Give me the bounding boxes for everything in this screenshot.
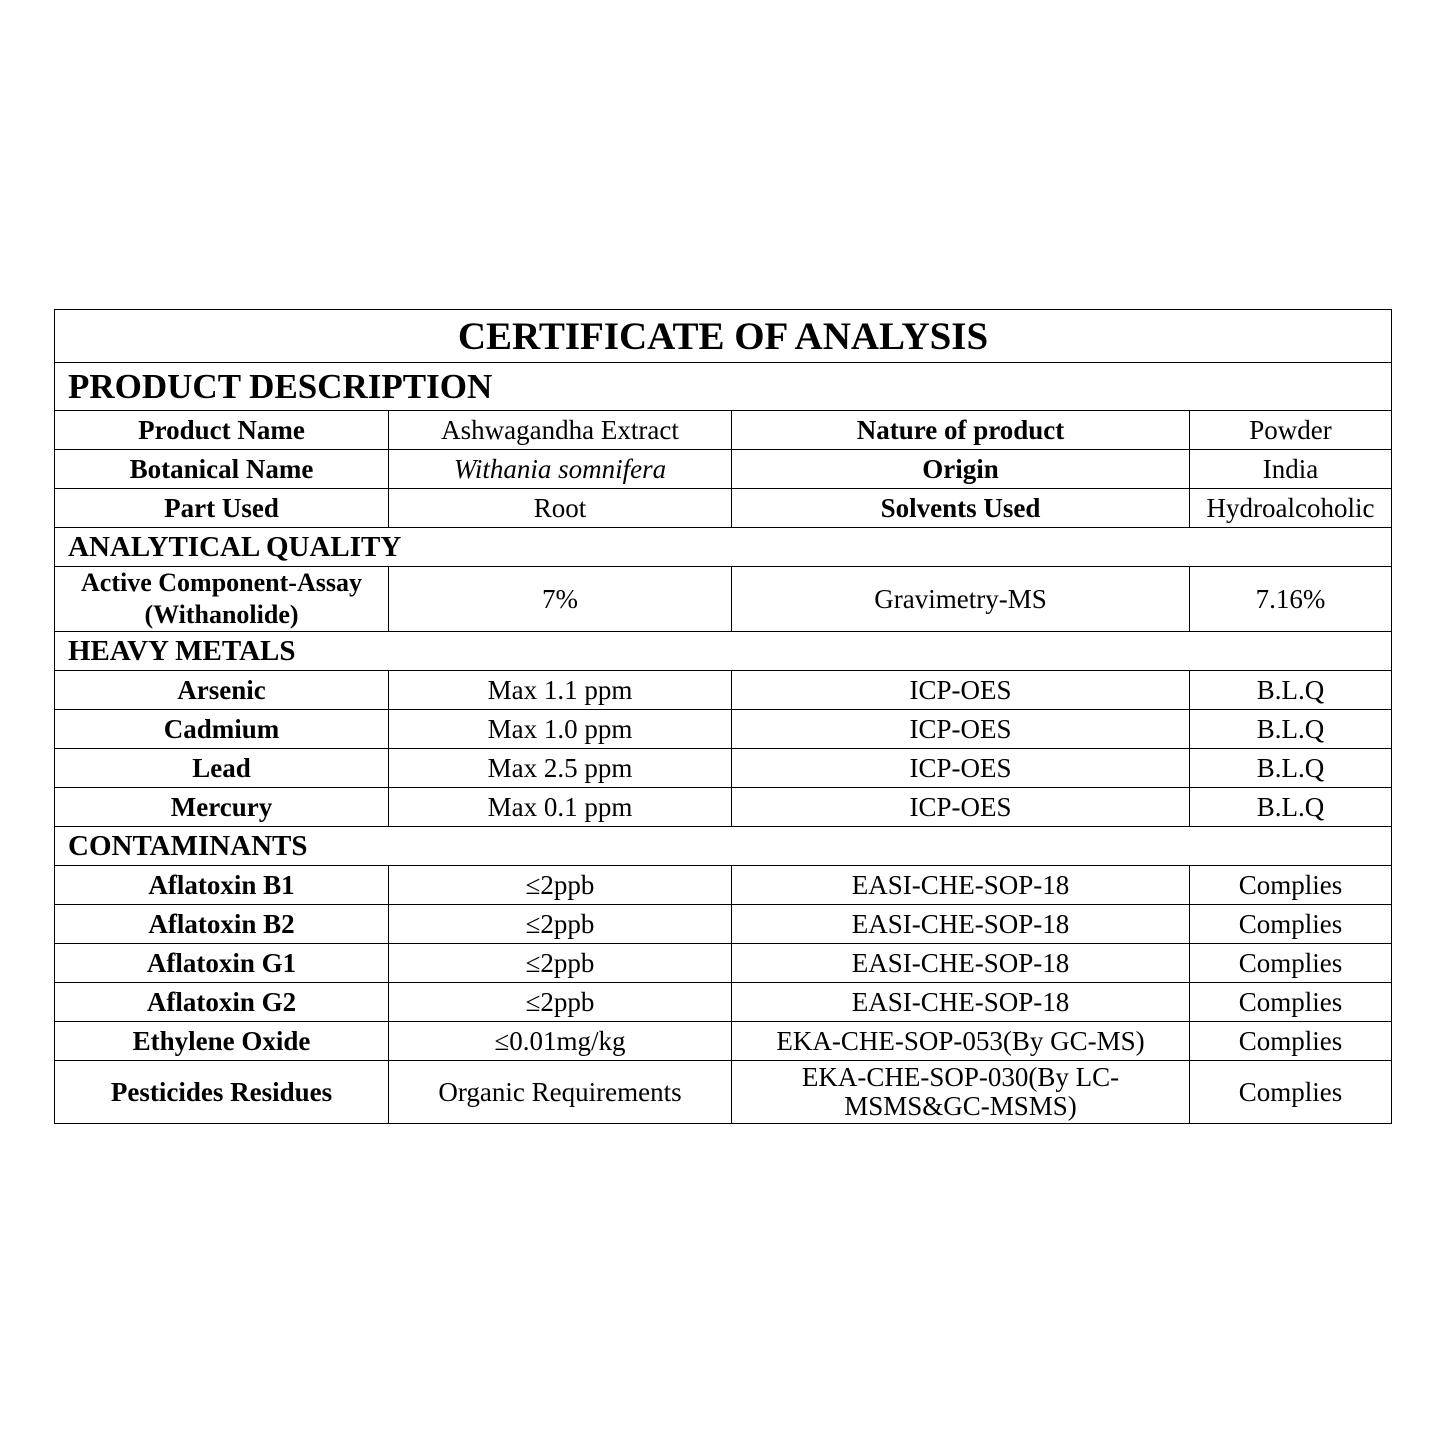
test-name: Ethylene Oxide xyxy=(55,1022,389,1061)
test-name: Pesticides Residues xyxy=(55,1061,389,1124)
field-label: Origin xyxy=(732,450,1190,489)
test-specification: Max 2.5 ppm xyxy=(389,749,732,788)
test-result: Complies xyxy=(1190,983,1392,1022)
test-name: Active Component-Assay (Withanolide) xyxy=(55,567,389,632)
field-value: Hydroalcoholic xyxy=(1190,489,1392,528)
field-value: Root xyxy=(389,489,732,528)
test-method: ICP-OES xyxy=(732,671,1190,710)
section-heading-product-description: PRODUCT DESCRIPTION xyxy=(55,363,1392,411)
test-result: Complies xyxy=(1190,905,1392,944)
table-row xyxy=(55,671,1392,710)
test-result: B.L.Q xyxy=(1190,788,1392,827)
test-specification: Max 1.0 ppm xyxy=(389,710,732,749)
section-heading-analytical-quality: ANALYTICAL QUALITY xyxy=(55,528,1392,567)
table-row xyxy=(55,749,1392,788)
section-heading-contaminants: CONTAMINANTS xyxy=(55,827,1392,866)
test-method: EASI-CHE-SOP-18 xyxy=(732,944,1190,983)
test-specification: ≤2ppb xyxy=(389,983,732,1022)
test-method: ICP-OES xyxy=(732,788,1190,827)
test-name: Lead xyxy=(55,749,389,788)
test-specification: Max 1.1 ppm xyxy=(389,671,732,710)
field-value: Powder xyxy=(1190,411,1392,450)
test-result: B.L.Q xyxy=(1190,749,1392,788)
test-specification: Max 0.1 ppm xyxy=(389,788,732,827)
test-specification: Organic Requirements xyxy=(389,1061,732,1124)
test-result: Complies xyxy=(1190,1022,1392,1061)
field-label: Botanical Name xyxy=(55,450,389,489)
certificate-of-analysis-table xyxy=(54,309,1392,1124)
field-value: India xyxy=(1190,450,1392,489)
table-row xyxy=(55,1061,1392,1124)
table-row xyxy=(55,788,1392,827)
field-label: Part Used xyxy=(55,489,389,528)
section-heading-heavy-metals: HEAVY METALS xyxy=(55,632,1392,671)
test-name: Arsenic xyxy=(55,671,389,710)
section-header-row xyxy=(55,363,1392,411)
table-row xyxy=(55,567,1392,632)
test-name: Mercury xyxy=(55,788,389,827)
table-row xyxy=(55,944,1392,983)
table-row xyxy=(55,1022,1392,1061)
test-name: Aflatoxin B2 xyxy=(55,905,389,944)
test-result: Complies xyxy=(1190,944,1392,983)
field-label: Nature of product xyxy=(732,411,1190,450)
field-value: Withania somnifera xyxy=(389,450,732,489)
test-result: B.L.Q xyxy=(1190,671,1392,710)
field-label: Product Name xyxy=(55,411,389,450)
table-row xyxy=(55,983,1392,1022)
test-specification: ≤2ppb xyxy=(389,944,732,983)
test-name: Aflatoxin G1 xyxy=(55,944,389,983)
document-title: CERTIFICATE OF ANALYSIS xyxy=(55,310,1392,363)
test-method: Gravimetry-MS xyxy=(732,567,1190,632)
test-result: Complies xyxy=(1190,866,1392,905)
table-row xyxy=(55,450,1392,489)
section-header-row xyxy=(55,528,1392,567)
test-method: EASI-CHE-SOP-18 xyxy=(732,983,1190,1022)
table-row xyxy=(55,866,1392,905)
test-specification: 7% xyxy=(389,567,732,632)
test-method: ICP-OES xyxy=(732,749,1190,788)
title-row xyxy=(55,310,1392,363)
test-method: EASI-CHE-SOP-18 xyxy=(732,905,1190,944)
test-method: EKA-CHE-SOP-053(By GC-MS) xyxy=(732,1022,1190,1061)
test-specification: ≤2ppb xyxy=(389,905,732,944)
table-row xyxy=(55,411,1392,450)
test-name: Aflatoxin G2 xyxy=(55,983,389,1022)
section-header-row xyxy=(55,632,1392,671)
table-row xyxy=(55,905,1392,944)
test-method: ICP-OES xyxy=(732,710,1190,749)
table-row xyxy=(55,710,1392,749)
test-method: EASI-CHE-SOP-18 xyxy=(732,866,1190,905)
table-row xyxy=(55,489,1392,528)
test-result: 7.16% xyxy=(1190,567,1392,632)
test-result: Complies xyxy=(1190,1061,1392,1124)
test-method: EKA-CHE-SOP-030(By LC-MSMS&GC-MSMS) xyxy=(732,1061,1190,1124)
test-specification: ≤0.01mg/kg xyxy=(389,1022,732,1061)
test-name: Cadmium xyxy=(55,710,389,749)
field-label: Solvents Used xyxy=(732,489,1190,528)
test-specification: ≤2ppb xyxy=(389,866,732,905)
test-name: Aflatoxin B1 xyxy=(55,866,389,905)
field-value: Ashwagandha Extract xyxy=(389,411,732,450)
test-result: B.L.Q xyxy=(1190,710,1392,749)
section-header-row xyxy=(55,827,1392,866)
